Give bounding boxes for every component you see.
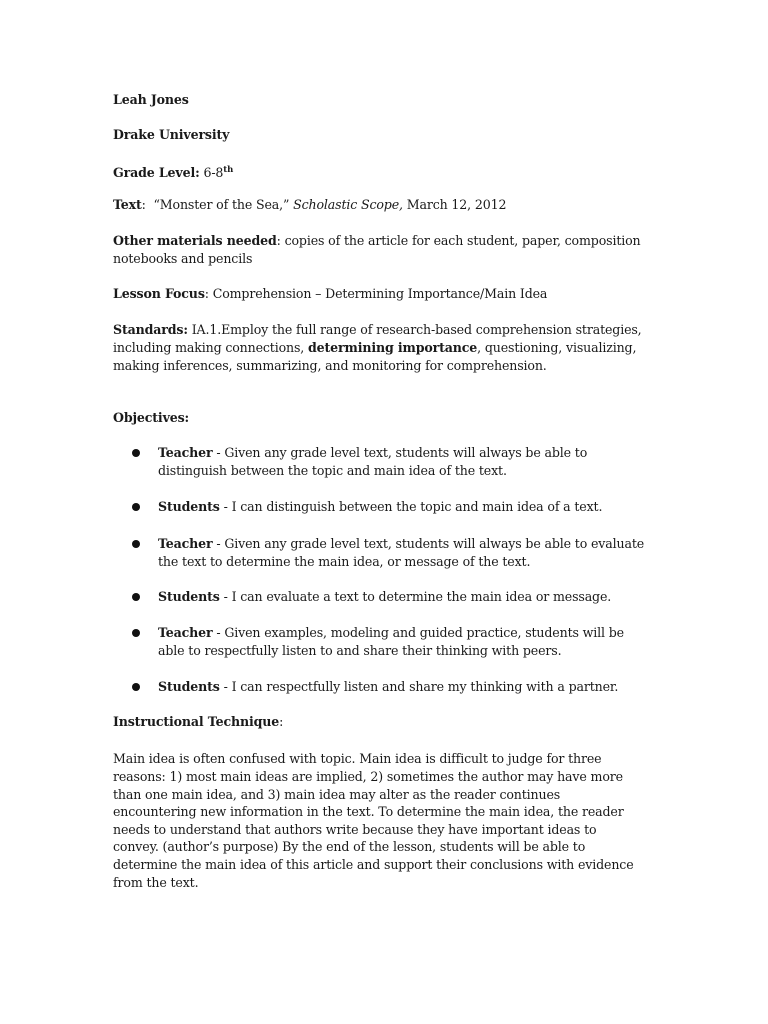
grade-level: Grade Level: 6-8th <box>113 165 234 180</box>
technique-paragraph-line: encountering new information in the text. To determine the main idea, the reader <box>113 804 624 819</box>
standards-emphasis: determining importance <box>308 340 478 355</box>
grade-level-value: 6-8 <box>203 165 224 180</box>
magazine-name: Scholastic Scope, <box>293 197 403 212</box>
objective-item-1-line-2: distinguish between the topic and main idea of the text. <box>158 463 507 478</box>
author-name: Leah Jones <box>113 92 189 107</box>
objective-item-4: Students - I can evaluate a text to determine the main idea or message. <box>158 589 612 604</box>
bullet-icon <box>132 593 140 601</box>
bullet-icon <box>132 449 140 457</box>
standards-line-2: including making connections, determining importance, questioning, visualizing, <box>113 340 637 355</box>
standards-line-3: making inferences, summarizing, and monitoring for comprehension. <box>113 358 547 373</box>
university-name: Drake University <box>113 127 230 142</box>
technique-paragraph-line: from the text. <box>113 875 199 890</box>
technique-paragraph-line: Main idea is often confused with topic. Main idea is difficult to judge for three <box>113 751 602 766</box>
technique-heading: Instructional Technique: <box>113 714 284 729</box>
bullet-icon <box>132 629 140 637</box>
grade-level-superscript: th <box>223 165 234 175</box>
materials-line-1: Other materials needed: copies of the article for each student, paper, composition <box>113 233 641 248</box>
technique-paragraph-line: reasons: 1) most main ideas are implied, 2) sometimes the author may have more <box>113 769 623 784</box>
objective-item-3-line-2: the text to determine the main idea, or message of the text. <box>158 554 531 569</box>
objective-item-2: Students - I can distinguish between the topic and main idea of a text. <box>158 499 603 514</box>
materials-line-2: notebooks and pencils <box>113 251 253 266</box>
objective-item-3-line-1: Teacher - Given any grade level text, students will always be able to evaluate <box>158 536 645 551</box>
bullet-icon <box>132 540 140 548</box>
technique-paragraph-line: needs to understand that authors write because they have important ideas to <box>113 822 597 837</box>
lesson-focus: Lesson Focus: Comprehension – Determining Importance/Main Idea <box>113 286 548 301</box>
article-date: March 12, 2012 <box>406 197 507 212</box>
bullet-icon <box>132 683 140 691</box>
technique-paragraph-line: convey. (author’s purpose) By the end of the lesson, students will be able to <box>113 839 586 854</box>
objective-item-5-line-1: Teacher - Given examples, modeling and guided practice, students will be <box>158 625 624 640</box>
technique-paragraph-line: than one main idea, and 3) main idea may alter as the reader continues <box>113 787 561 802</box>
objective-item-5-line-2: able to respectfully listen to and share their thinking with peers. <box>158 643 562 658</box>
technique-paragraph-line: determine the main idea of this article and support their conclusions with evidence <box>113 857 634 872</box>
text-citation: Text: “Monster of the Sea,” Scholastic Scope, March 12, 2012 <box>113 197 507 212</box>
objective-item-1-line-1: Teacher - Given any grade level text, students will always be able to <box>158 445 588 460</box>
objectives-heading: Objectives: <box>113 410 190 425</box>
bullet-icon <box>132 503 140 511</box>
objective-item-6: Students - I can respectfully listen and share my thinking with a partner. <box>158 679 619 694</box>
standards-line-1: Standards: IA.1.Employ the full range of research-based comprehension strategies, <box>113 322 642 337</box>
article-title: “Monster of the Sea,” <box>153 197 290 212</box>
